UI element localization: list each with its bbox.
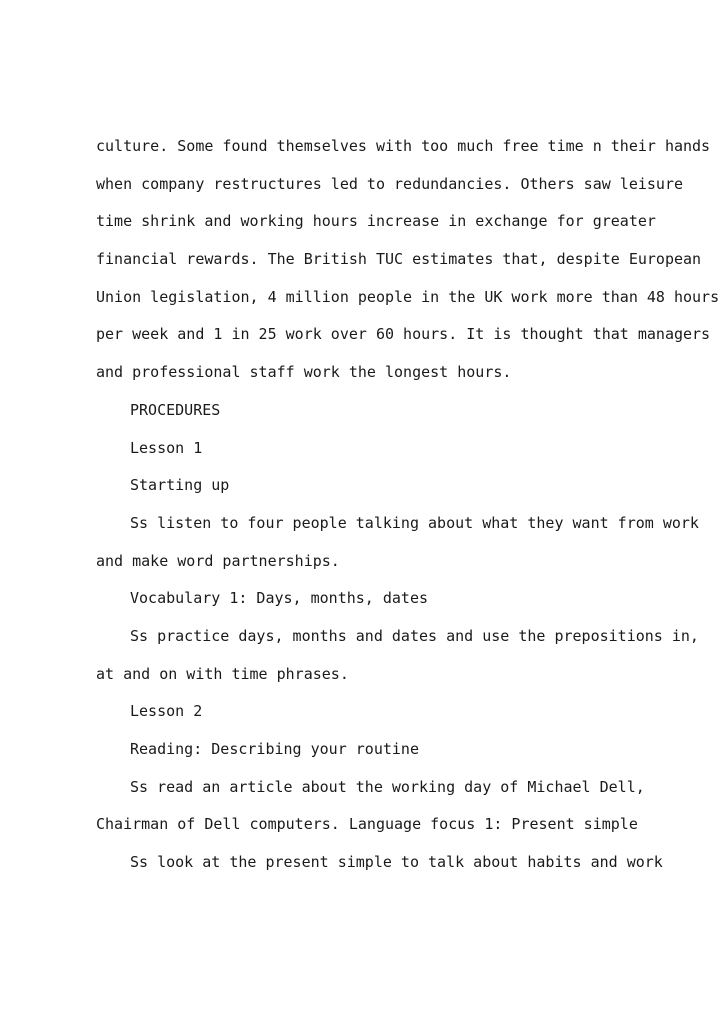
subheading: Starting up: [130, 476, 230, 495]
text-line: when company restructures led to redundancies. Others saw leisure: [96, 174, 683, 193]
section-heading: PROCEDURES: [130, 400, 221, 419]
text-line: Chairman of Dell computers. Language focus 1: Present simple: [96, 815, 638, 834]
text-line: financial rewards. The British TUC estimates that, despite European: [96, 250, 702, 269]
text-line: at and on with time phrases.: [96, 664, 349, 683]
text-line: Ss read an article about the working day of Michael Dell,: [130, 777, 645, 796]
text-line: Ss look at the present simple to talk about habits and work: [130, 853, 663, 872]
text-line: Union legislation, 4 million people in the UK work more than 48 hours: [96, 287, 720, 306]
document-body: [96, 128, 720, 882]
subheading: Reading: Describing your routine: [130, 740, 419, 758]
text-line: time shrink and working hours increase in exchange for greater: [96, 212, 656, 231]
lesson-heading: Lesson 2: [130, 702, 203, 721]
text-line: per week and 1 in 25 work over 60 hours. It is thought that managers: [96, 325, 711, 344]
text-line: culture. Some found themselves with too much free time n their hands: [96, 137, 711, 155]
text-line: Ss listen to four people talking about what they want from work: [130, 513, 699, 532]
lesson-heading: Lesson 1: [130, 438, 203, 457]
text-line: Ss practice days, months and dates and use the prepositions in,: [130, 626, 699, 645]
subheading: Vocabulary 1: Days, months, dates: [130, 589, 429, 608]
text-line: and make word partnerships.: [96, 551, 340, 570]
text-line: and professional staff work the longest hours.: [96, 363, 512, 382]
